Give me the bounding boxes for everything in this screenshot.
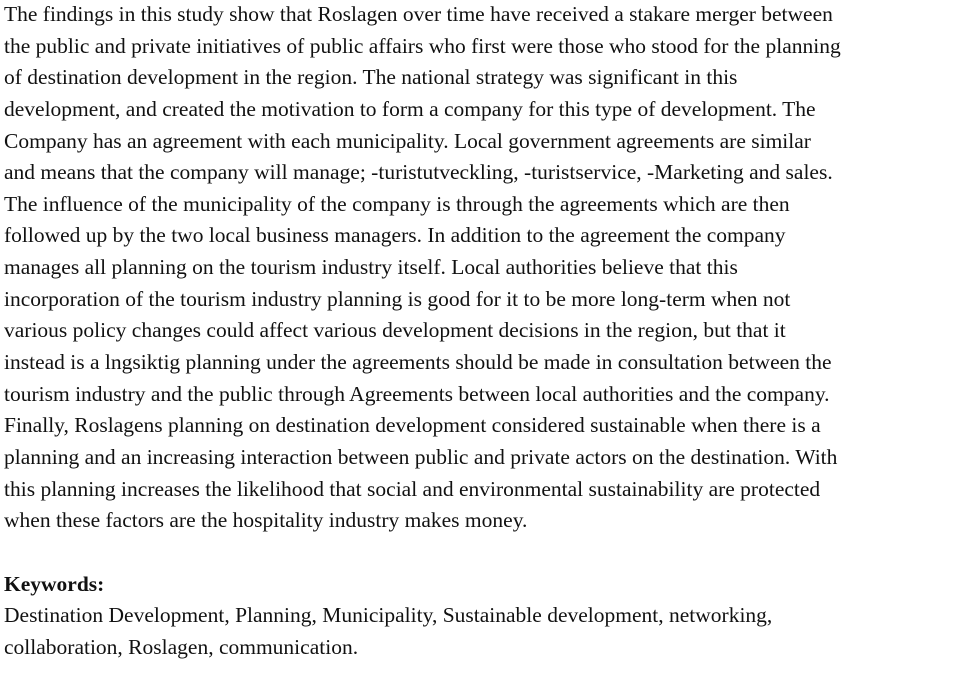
abstract-line: of destination development in the region. The national strategy was significant in this xyxy=(4,65,738,90)
abstract-line: manages all planning on the tourism industry itself. Local authorities believe that this xyxy=(4,255,738,280)
abstract-line: and means that the company will manage; -turistutveckling, -turistservice, -Marketing and sales. xyxy=(4,160,833,185)
abstract-line: this planning increases the likelihood that social and environmental sustainability are protected xyxy=(4,476,821,501)
keywords-line: collaboration, Roslagen, communication. xyxy=(4,634,359,659)
abstract-line: various policy changes could affect various development decisions in the region, but that it xyxy=(4,318,786,343)
abstract-line: Finally, Roslagens planning on destination development considered sustainable when there is a xyxy=(4,413,821,438)
abstract-line: development, and created the motivation to form a company for this type of development. The xyxy=(4,96,816,121)
abstract-line: the public and private initiatives of public affairs who first were those who stood for the planning xyxy=(4,33,841,58)
abstract-line: Company has an agreement with each municipality. Local government agreements are similar xyxy=(4,128,811,153)
keywords-line: Destination Development, Planning, Municipality, Sustainable development, networking, xyxy=(4,602,773,627)
abstract-line: tourism industry and the public through Agreements between local authorities and the company. xyxy=(4,381,830,406)
keywords-heading: Keywords: xyxy=(4,571,105,596)
abstract-line: planning and an increasing interaction between public and private actors on the destination. With xyxy=(4,444,838,469)
abstract-paragraph xyxy=(4,0,958,537)
abstract-line: incorporation of the tourism industry planning is good for it to be more long-term when not xyxy=(4,286,791,311)
document-page xyxy=(4,0,958,663)
abstract-line: The influence of the municipality of the company is through the agreements which are then xyxy=(4,191,790,216)
keywords-section xyxy=(4,568,958,663)
abstract-line: instead is a lngsiktig planning under the agreements should be made in consultation between the xyxy=(4,350,832,375)
abstract-line: The findings in this study show that Roslagen over time have received a stakare merger between xyxy=(4,2,833,26)
abstract-line: followed up by the two local business managers. In addition to the agreement the company xyxy=(4,223,786,248)
abstract-line: when these factors are the hospitality industry makes money. xyxy=(4,508,528,533)
